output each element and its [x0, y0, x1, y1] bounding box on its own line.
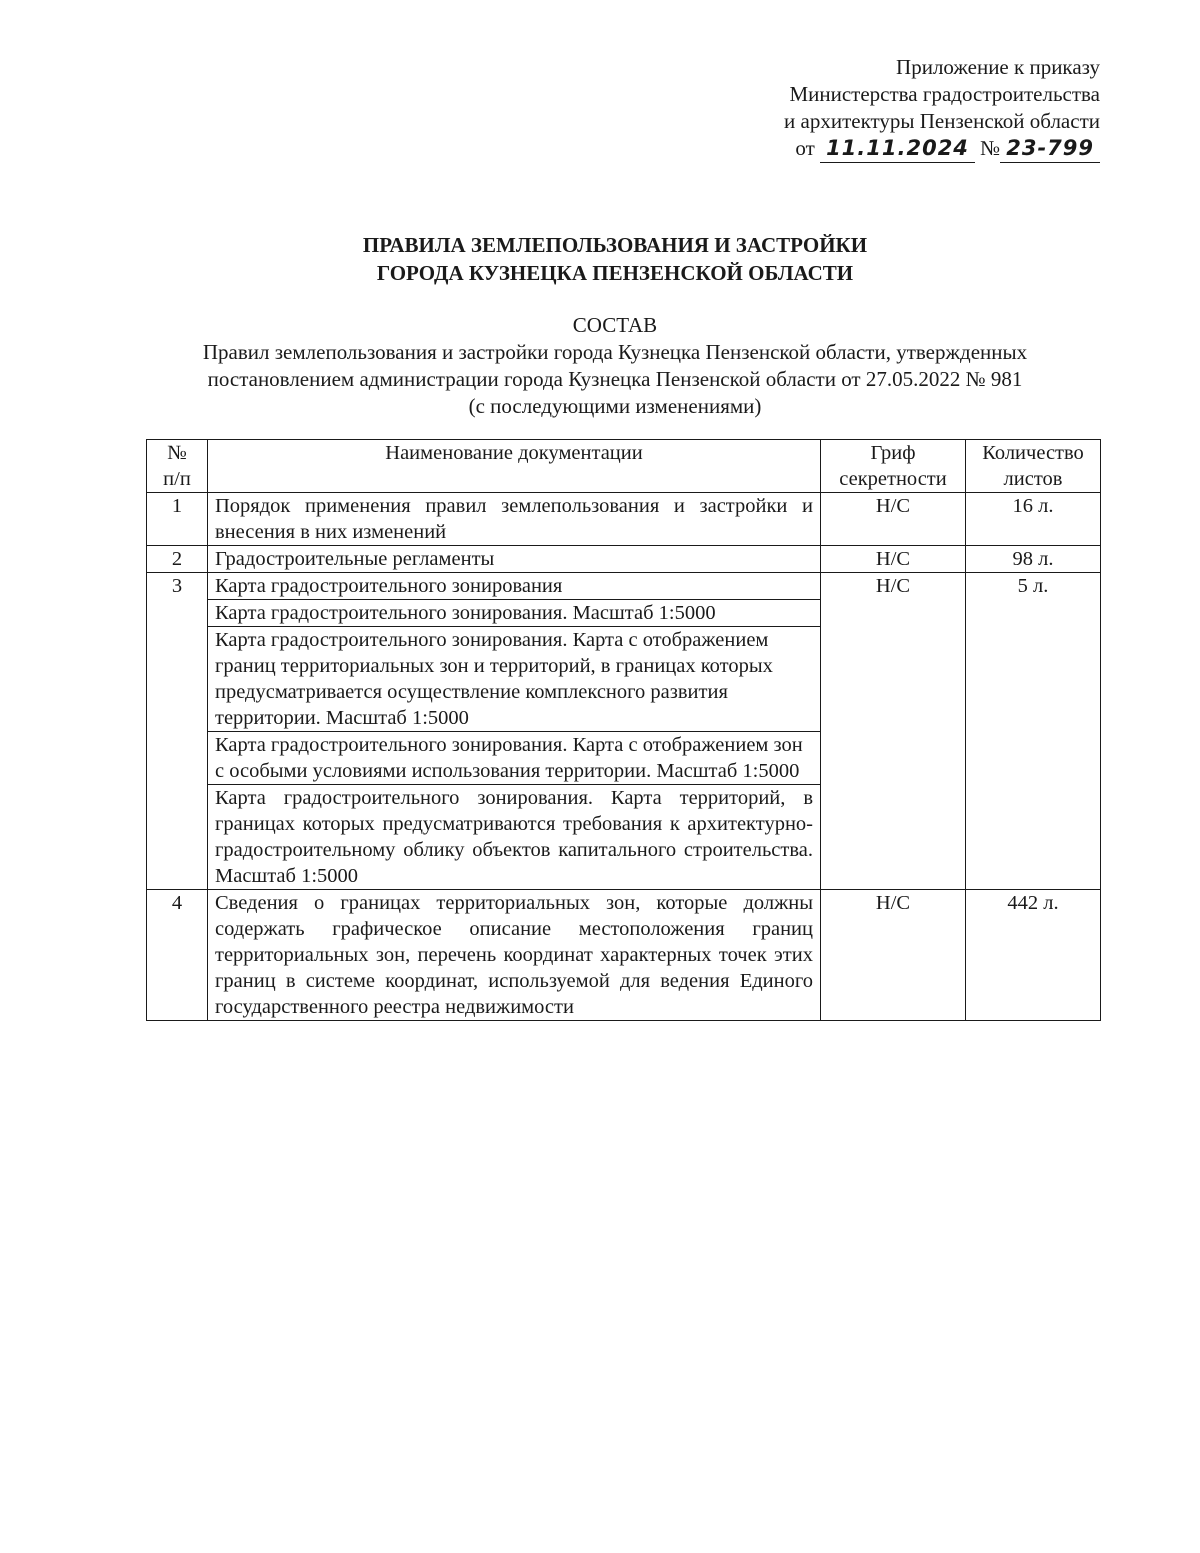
header-grif-line2: секретности	[839, 468, 947, 490]
title-line-1: ПРАВИЛА ЗЕМЛЕПОЛЬЗОВАНИЯ И ЗАСТРОЙКИ	[362, 233, 868, 257]
row-name-part: Карта градостроительного зонирования. Карта с отображением границ территориальных зон и территорий, в границах которых предусматривается осуществление комплексного развития территории. Масштаб 1:5000	[208, 626, 820, 731]
header-line-3: и архитектуры Пензенской области	[784, 109, 1100, 133]
header-line-2: Министерства градостроительства	[789, 82, 1100, 106]
subtitle-line-2: Правил землепользования и застройки города Кузнецка Пензенской области, утвержденных	[202, 340, 1028, 364]
date-prefix: от	[795, 136, 815, 160]
order-date-number-line	[784, 135, 1100, 163]
row-name-part: Карта градостроительного зонирования	[215, 575, 563, 597]
row-qty: 5 л.	[966, 573, 1101, 890]
row-name	[208, 573, 821, 890]
header-qty-line2: листов	[1003, 468, 1063, 490]
row-grif: Н/С	[821, 546, 966, 573]
row-name-part: Карта градостроительного зонирования. Карта с отображением зон с особыми условиями использования территории. Масштаб 1:5000	[208, 731, 820, 784]
header-line-1: Приложение к приказу	[896, 55, 1100, 79]
handwritten-date: 11.11.2024	[820, 135, 975, 163]
header-num-line1: №	[167, 442, 187, 464]
row-name	[208, 546, 821, 573]
table-row	[147, 493, 1101, 546]
header-qty-line1: Количество	[982, 442, 1084, 464]
row-name-part: Сведения о границах территориальных зон, которые должны содержать графическое описание местоположения границ территориальных зон, перечень координат характерных точек этих границ в системе координат, используемой для ведения Единого государственного реестра недвижимости	[215, 892, 813, 1018]
subtitle-line-3: постановлением администрации города Кузнецка Пензенской области от 27.05.2022 № 981	[207, 367, 1023, 391]
table-row	[147, 890, 1101, 1021]
header-name: Наименование документации	[208, 440, 821, 493]
row-name	[208, 890, 821, 1021]
row-name-part: Карта градостроительного зонирования. Карта территорий, в границах которых предусматриваются требования к архитектурно-градостроительному облику объектов капитального строительства. Масштаб 1:5000	[208, 784, 820, 889]
composition-table	[146, 439, 1101, 1021]
row-grif: Н/С	[821, 890, 966, 1021]
header-qty	[966, 440, 1101, 493]
row-num: 3	[147, 573, 208, 890]
row-name-part: Карта градостроительного зонирования. Масштаб 1:5000	[208, 599, 820, 626]
number-prefix: №	[980, 136, 1001, 160]
title-line-2: ГОРОДА КУЗНЕЦКА ПЕНЗЕНСКОЙ ОБЛАСТИ	[376, 261, 854, 285]
document-title	[0, 231, 1200, 287]
row-qty: 16 л.	[966, 493, 1101, 546]
row-qty: 442 л.	[966, 890, 1101, 1021]
header-grif-line1: Гриф	[870, 442, 916, 464]
approval-header	[784, 54, 1100, 163]
row-qty: 98 л.	[966, 546, 1101, 573]
table-header-row	[147, 440, 1101, 493]
row-name-part: Порядок применения правил землепользования и застройки и внесения в них изменений	[215, 495, 813, 543]
header-grif	[821, 440, 966, 493]
document-subtitle	[0, 312, 1200, 420]
header-num-line2: п/п	[163, 468, 191, 490]
row-grif: Н/С	[821, 573, 966, 890]
handwritten-number: 23-799	[1000, 135, 1100, 163]
row-num: 2	[147, 546, 208, 573]
row-grif: Н/С	[821, 493, 966, 546]
table-row	[147, 546, 1101, 573]
row-name	[208, 493, 821, 546]
row-num: 4	[147, 890, 208, 1021]
row-num: 1	[147, 493, 208, 546]
row-name-part: Градостроительные регламенты	[215, 548, 495, 570]
subtitle-line-1: СОСТАВ	[572, 313, 658, 337]
header-num	[147, 440, 208, 493]
table-row	[147, 573, 1101, 890]
subtitle-line-4: (с последующими изменениями)	[468, 394, 762, 418]
